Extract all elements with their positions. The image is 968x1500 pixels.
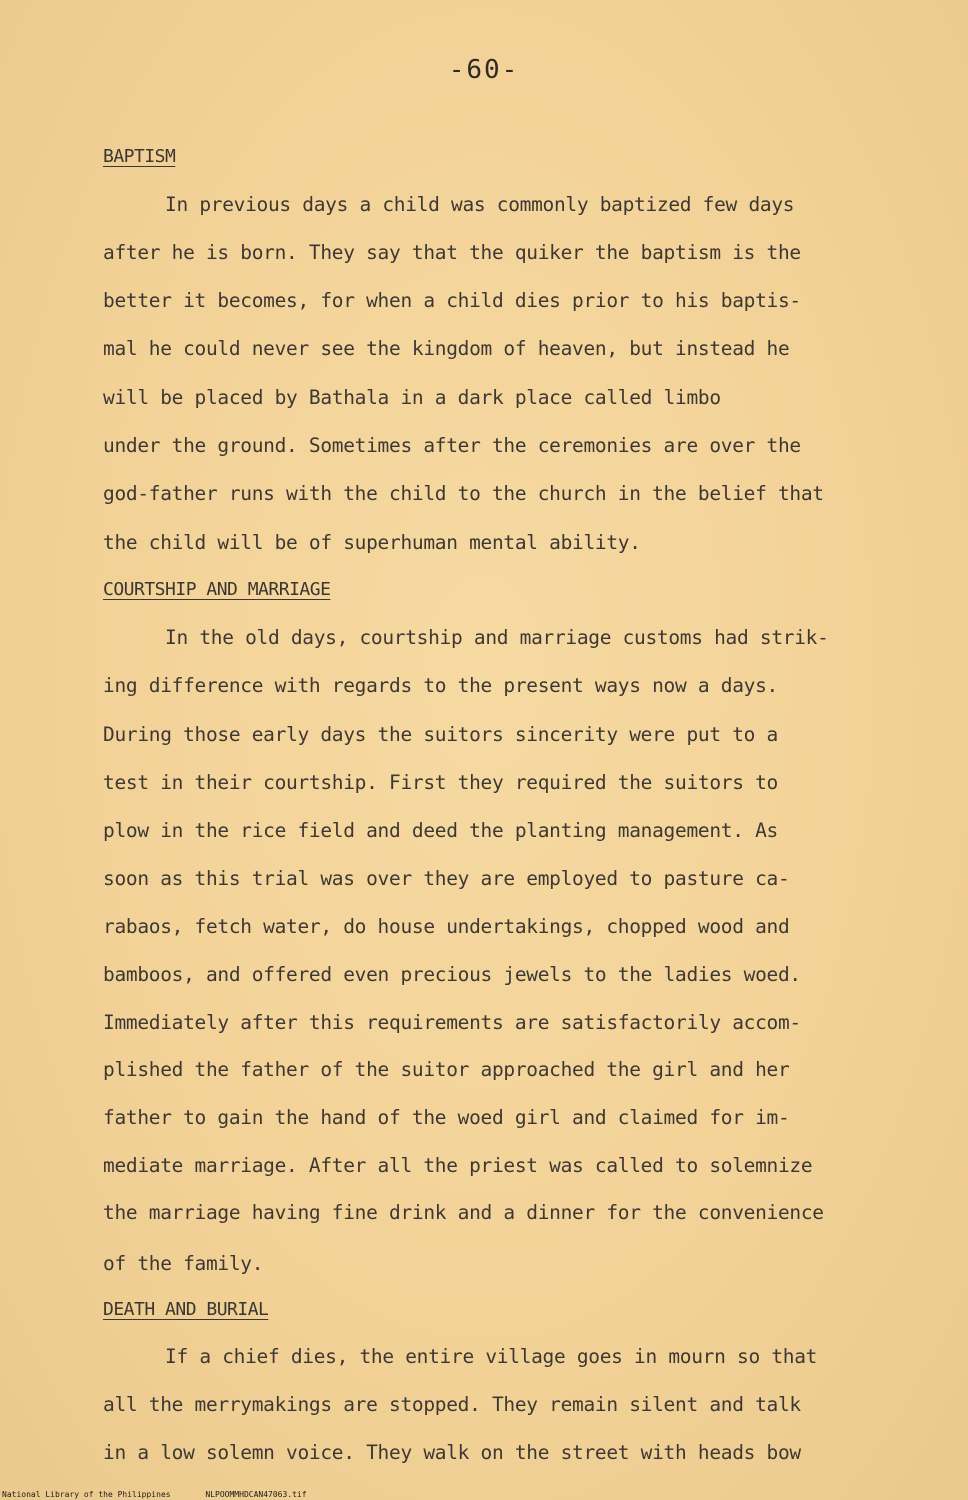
text-line: If a chief dies, the entire village goes in mourn so that [165, 1345, 818, 1368]
text-line: bamboos, and offered even precious jewels to the ladies woed. [103, 963, 801, 986]
section-heading-death-burial: DEATH AND BURIAL [103, 1299, 269, 1320]
text-line: the child will be of superhuman mental ability. [103, 531, 641, 554]
text-line: will be placed by Bathala in a dark place called limbo [103, 386, 721, 409]
text-line: mediate marriage. After all the priest was called to solemnize [103, 1154, 813, 1177]
text-line: Immediately after this requirements are satisfactorily accom- [103, 1011, 801, 1034]
text-line: plow in the rice field and deed the planting management. As [103, 819, 778, 842]
text-line: after he is born. They say that the quiker the baptism is the [103, 241, 801, 264]
text-line: test in their courtship. First they required the suitors to [103, 771, 778, 794]
footer-library: National Library of the Philippines [2, 1490, 171, 1499]
text-line: rabaos, fetch water, do house undertakings, chopped wood and [103, 915, 790, 938]
text-line: god-father runs with the child to the church in the belief that [103, 482, 824, 505]
text-line: in a low solemn voice. They walk on the street with heads bow [103, 1441, 801, 1464]
scan-footer [2, 1490, 337, 1499]
text-line: under the ground. Sometimes after the ceremonies are over the [103, 434, 801, 457]
text-line: all the merrymakings are stopped. They remain silent and talk [103, 1393, 801, 1416]
text-line: better it becomes, for when a child dies prior to his baptis- [103, 289, 801, 312]
section-heading-baptism: BAPTISM [103, 146, 176, 167]
footer-file-id: NLPOOMMHDCAN47063.tif [205, 1490, 307, 1499]
page-number: -60- [448, 55, 520, 85]
section-heading-courtship: COURTSHIP AND MARRIAGE [103, 579, 331, 600]
text-line: soon as this trial was over they are employed to pasture ca- [103, 867, 790, 890]
text-line: In the old days, courtship and marriage customs had strik- [165, 626, 829, 649]
text-line: the marriage having fine drink and a dinner for the convenience [103, 1201, 824, 1224]
text-line: mal he could never see the kingdom of heaven, but instead he [103, 337, 790, 360]
text-line: ing difference with regards to the present ways now a days. [103, 674, 778, 697]
text-line: In previous days a child was commonly baptized few days [165, 193, 795, 216]
text-line: During those early days the suitors sincerity were put to a [103, 723, 778, 746]
text-line: plished the father of the suitor approached the girl and her [103, 1058, 790, 1081]
text-line: father to gain the hand of the woed girl and claimed for im- [103, 1106, 790, 1129]
text-line: of the family. [103, 1252, 264, 1275]
